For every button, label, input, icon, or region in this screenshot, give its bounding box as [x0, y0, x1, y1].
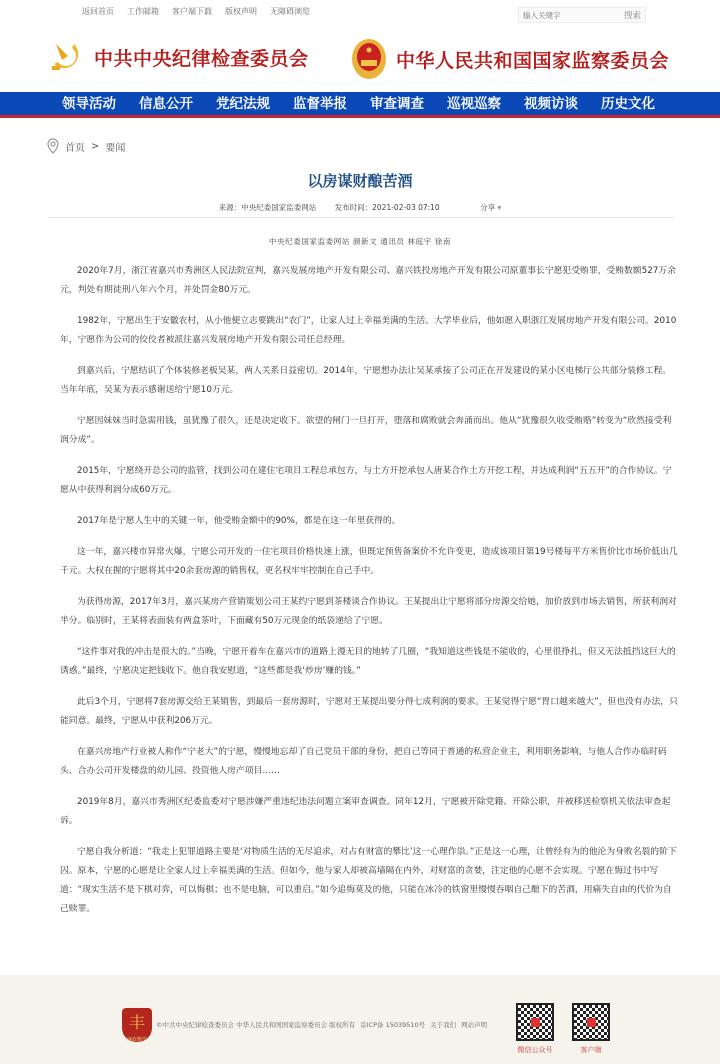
chevron-down-icon: ▾ — [497, 203, 502, 212]
app-qr-label: 客户端 — [580, 1046, 602, 1054]
breadcrumb-current[interactable]: 要闻 — [105, 142, 126, 154]
footer-logo: 丰 廉政瞭望 — [122, 1008, 152, 1042]
search-box — [518, 7, 646, 23]
link-download[interactable]: 客户端下载 — [172, 7, 212, 16]
paragraph: 宁愿因妹妹当时急需用钱，虽犹豫了很久，还是决定收下。欲望的闸门一旦打开，堕落和腐败就会奔涌而出。他从“犹豫很久收受贿赂”转变为“欣然接受利润分成”。 — [60, 416, 672, 445]
footer-statement[interactable]: 网站声明 — [461, 1021, 488, 1029]
nav-item[interactable]: 信息公开 — [139, 96, 193, 112]
party-emblem-icon — [48, 38, 86, 76]
paragraph: 2017年是宁愿人生中的关键一年，他受贿金额中的90%，都是在这一年里获得的。 — [77, 516, 401, 526]
top-links — [82, 6, 310, 17]
footer-logo-text: 廉政瞭望 — [126, 1037, 147, 1043]
paragraph: 2015年，宁愿绕开总公司的监管，找到公司在建住宅项目工程总承包方，与土方开挖承包人唐某合作土方开挖工程，并达成利润“五五开”的合作协议。宁愿从中获得利润分成60万元。 — [60, 466, 672, 495]
paragraph: 这一年，嘉兴楼市异常火爆，宁愿公司开发的一住宅项目价格快速上涨，但既定预售备案价不允许变更，造成该项目第19号楼每平方米售价比市场价低出几千元。大权在握的宁愿将其中20余套房源的销售权，更名权牢牢控制在自己手中。 — [60, 547, 678, 576]
article-source: 来源：中央纪委国家监委网站 — [218, 203, 317, 212]
location-pin-icon — [47, 138, 59, 154]
nsc-logo[interactable] — [350, 38, 669, 80]
link-accessibility[interactable]: 无障碍浏览 — [270, 7, 310, 16]
nav-item[interactable]: 视频访谈 — [524, 96, 578, 112]
link-mail[interactable]: 工作邮箱 — [127, 7, 159, 16]
nav-item[interactable]: 历史文化 — [601, 96, 655, 112]
footer-about[interactable]: 关于我们 — [430, 1021, 457, 1029]
wechat-qr-code — [516, 1003, 554, 1041]
paragraph: 此后3个月，宁愿将7套房源交给王某销售，到最后一套房源时，宁愿对王某提出要分得七成利润的要求。王某觉得宁愿“胃口越来越大”，但也没有办法，只能同意。最终，宁愿从中获利206万元。 — [60, 697, 678, 726]
breadcrumb — [47, 138, 125, 154]
nav-item[interactable]: 审查调查 — [370, 96, 424, 112]
divider — [47, 217, 674, 218]
paragraph: 2019年8月，嘉兴市秀洲区纪委监委对宁愿涉嫌严重违纪违法问题立案审查调查。同年12月，宁愿被开除党籍、开除公职，并被移送检察机关依法审查起诉。 — [60, 797, 671, 826]
wechat-qr-label: 微信公众号 — [517, 1046, 553, 1054]
article-body — [60, 262, 678, 931]
share-label: 分享 — [480, 203, 496, 212]
article-meta — [0, 202, 720, 213]
article-time: 发布时间：2021-02-03 07:10 — [334, 203, 440, 212]
link-copyright[interactable]: 版权声明 — [225, 7, 257, 16]
ccdi-logo[interactable] — [48, 38, 309, 76]
site-header — [0, 26, 720, 92]
paragraph: 在嘉兴房地产行业被人称作“宁老大”的宁愿，慢慢地忘却了自己党员干部的身份，把自己等同于普通的私营企业主，利用职务影响，与他人合作办临时码头、合办公司开发楼盘的幼儿园、投资他人房产项目…… — [60, 747, 667, 776]
article-byline: 中央纪委国家监委网站 颜新文 通讯员 林庭宇 徐南 — [268, 237, 452, 246]
breadcrumb-separator: > — [91, 140, 100, 152]
nav-item[interactable]: 巡视巡察 — [447, 96, 501, 112]
nav-item[interactable]: 领导活动 — [62, 96, 116, 112]
paragraph: 宁愿自我分析道：“我走上犯罪道路主要是‘对物质生活的无尽追求，对占有财富的攀比’这一心理作祟。”正是这一心理，让曾经有为的他沦为身败名裂的阶下囚。原本，宁愿的心愿是让全家人过上幸福美满的生活。但如今，他与家人却被高墙隔在内外，对财富的贪婪，注定他的心愿不会实现。宁愿在悔过书中写道：“现实生活不是下棋对弈，可以悔棋；也不是电脑，可以重启。”如今追悔莫及的他，只能在冰冷的铁窗里慢慢吞咽自己酿下的苦酒，用痛失自由的代价为自己赎罪。 — [60, 847, 677, 914]
national-emblem-icon — [350, 38, 388, 80]
footer-copyright: ©中共中央纪律检查委员会 中华人民共和国国家监察委员会 版权所有 — [156, 1021, 356, 1029]
paragraph: 为获得房源，2017年3月，嘉兴某房产营销策划公司王某约宁愿到茶楼谈合作协议。王某提出让宁愿将部分房源交给她，加价放到市场去销售，所获利润对半分。临别时，王某将表面装有两盒茶叶，下面藏有50万元现金的纸袋递给了宁愿。 — [60, 597, 677, 626]
top-bar — [0, 0, 720, 26]
main-nav — [0, 92, 720, 118]
paragraph: 到嘉兴后，宁愿结识了个体装修老板吴某，两人关系日益密切。2014年，宁愿想办法让吴某承接了公司正在开发建设的某小区电梯厅公共部分装修工程。当年年底，吴某为表示感谢送给宁愿10万元。 — [60, 366, 672, 395]
nav-item[interactable]: 党纪法规 — [216, 96, 270, 112]
footer-icp[interactable]: 京ICP备 15039510号 — [360, 1021, 426, 1029]
paragraph: 1982年，宁愿出生于安徽农村，从小他便立志要跳出“农门”，让家人过上幸福美满的生活。大学毕业后，他如愿入职浙江发展房地产开发有限公司。2010年，宁愿作为公司的佼佼者被派往嘉兴发展房地产开发有限公司任总经理。 — [60, 316, 677, 345]
article-title: 以房谋财酿苦酒 — [307, 172, 413, 190]
link-home[interactable]: 返回首页 — [82, 7, 114, 16]
share-button[interactable] — [480, 203, 501, 212]
ccdi-title: 中共中央纪律检查委员会 — [94, 47, 309, 70]
paragraph: “这件事对我的冲击是很大的。”当晚，宁愿开着车在嘉兴市的道路上漫无目的地转了几圈，“我知道这些钱是不能收的，心里很挣扎，但又无法抵挡这巨大的诱惑。”最终，宁愿决定把钱收下。他自我安慰道，“这些都是我‘炒房’赚的钱。” — [60, 647, 676, 676]
search-button[interactable]: 搜索 — [623, 11, 641, 21]
nsc-title: 中华人民共和国国家监察委员会 — [396, 49, 670, 72]
app-qr-code — [572, 1003, 610, 1041]
paragraph: 2020年7月，浙江省嘉兴市秀洲区人民法院宣判，嘉兴发展房地产开发有限公司、嘉兴铁投房地产开发有限公司原董事长宁愿犯受贿罪，受贿数额527万余元，判处有期徒刑八年六个月，并处罚金80万元。 — [60, 266, 676, 295]
search-input[interactable] — [523, 11, 603, 20]
breadcrumb-home[interactable]: 首页 — [65, 142, 85, 154]
site-footer — [0, 975, 720, 1064]
nav-item[interactable]: 监督举报 — [293, 96, 347, 112]
footer-text — [156, 1020, 487, 1029]
